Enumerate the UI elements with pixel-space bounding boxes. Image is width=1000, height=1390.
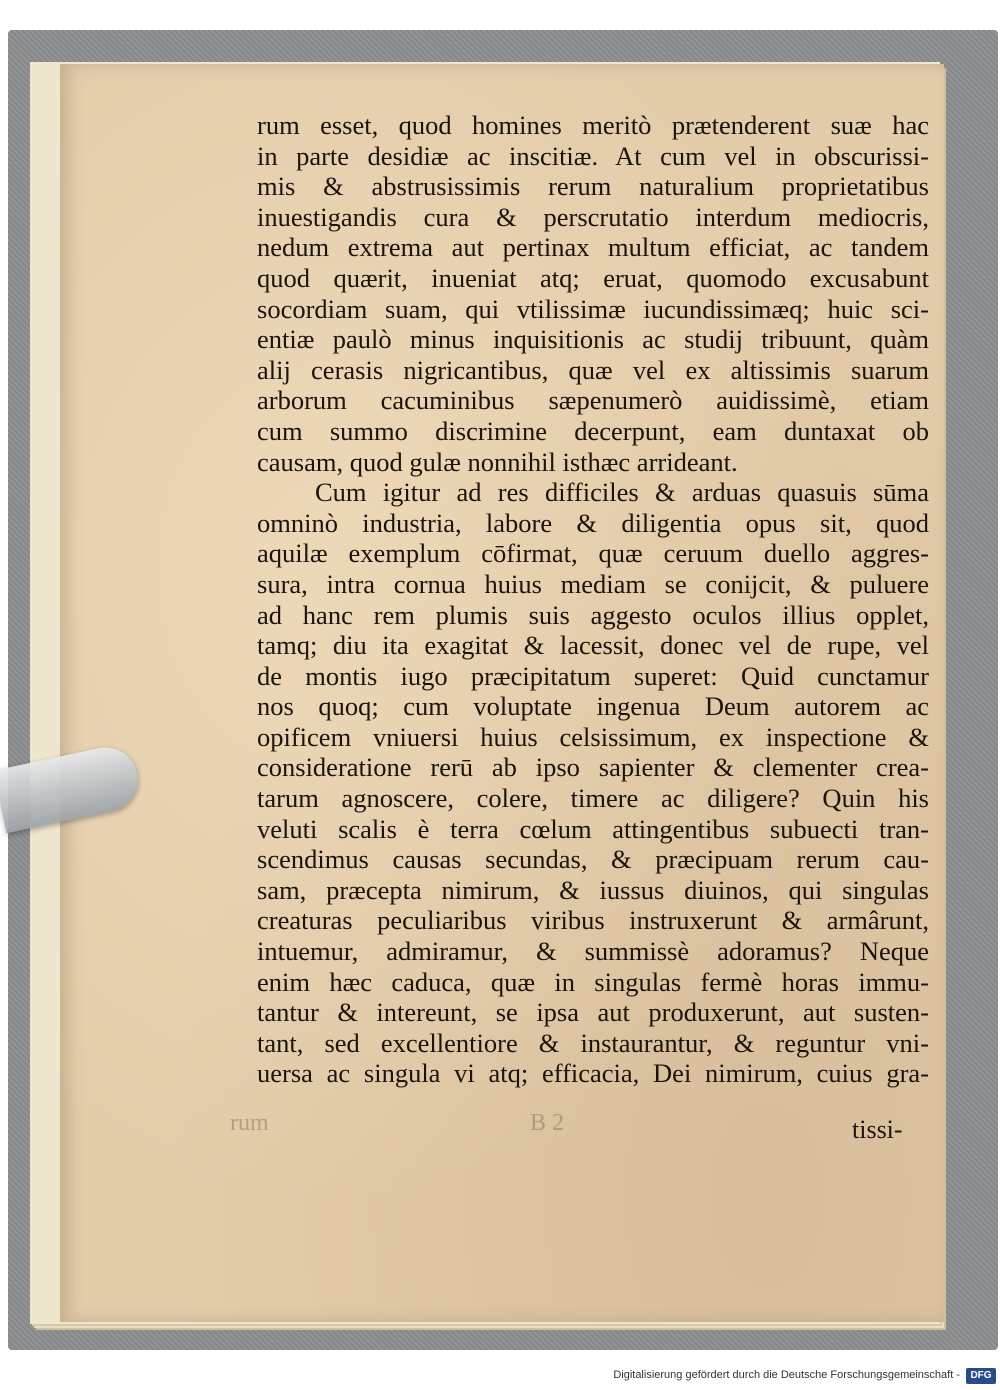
text-line-paragraph-start: Cum igitur ad res difficiles & arduas quasuis sūma — [315, 477, 929, 508]
text-line: tant, sed excellentiore & instaurantur, & reguntur vni- — [257, 1027, 929, 1058]
text-line: uersa ac singula vi atq; efficacia, Dei nimirum, cuius gra- — [257, 1058, 929, 1089]
body-text — [257, 110, 929, 1089]
text-line: in parte desidiæ ac inscitiæ. At cum vel in obscurissi- — [257, 140, 929, 171]
catchword: tissi- — [852, 1115, 903, 1144]
text-line: nos quoq; cum voluptate ingenua Deum autorem ac — [257, 691, 929, 722]
text-line: cum summo discrimine decerpunt, eam duntaxat ob — [257, 415, 929, 446]
text-line: intuemur, admiramur, & summissè adoramus? Neque — [257, 936, 929, 967]
funding-credit: Digitalisierung gefördert durch die Deutsche Forschungsgemeinschaft - — [613, 1369, 960, 1381]
text-line: de montis iugo præcipitatum superet: Quid cunctamur — [257, 660, 929, 691]
text-line: veluti scalis è terra cœlum attingentibus subuecti tran- — [257, 813, 929, 844]
text-line: alij cerasis nigricantibus, quæ vel ex altissimis suarum — [257, 354, 929, 385]
text-line: tarum agnoscere, colere, timere ac diligere? Quin his — [257, 783, 929, 814]
show-through-text-left: rum — [230, 1110, 269, 1136]
text-line: sura, intra cornua huius mediam se conijcit, & puluere — [257, 568, 929, 599]
dfg-logo: DFG — [966, 1368, 996, 1384]
text-line: inuestigandis cura & perscrutatio interdum mediocris, — [257, 201, 929, 232]
text-line: creaturas peculiaribus viribus instruxerunt & armârunt, — [257, 905, 929, 936]
text-line: rum esset, quod homines meritò prætenderent suæ hac — [257, 110, 929, 140]
text-line: socordiam suam, qui vtilissimæ iucundissimæq; huic sci- — [257, 293, 929, 324]
text-line: sam, præcepta nimirum, & iussus diuinos, qui singulas — [257, 874, 929, 905]
text-line: arborum cacuminibus sæpenumerò auidissimè, etiam — [257, 385, 929, 416]
text-line: aquilæ exemplum cōfirmat, quæ ceruum duello aggres- — [257, 538, 929, 569]
footer-bar — [0, 1366, 1000, 1390]
text-line: enim hæc caduca, quæ in singulas fermè horas immu- — [257, 966, 929, 997]
text-line: consideratione rerū ab ipso sapienter & clementer crea- — [257, 752, 929, 783]
text-line: ad hanc rem plumis suis aggesto oculos illius opplet, — [257, 599, 929, 630]
text-line: causam, quod gulæ nonnihil isthæc arrideant. — [257, 446, 738, 477]
text-line: entiæ paulò minus inquisitionis ac studij tribuunt, quàm — [257, 324, 929, 355]
text-line: quod quærit, inueniat atq; eruat, quomodo excusabunt — [257, 262, 929, 293]
text-line: opificem vniuersi huius celsissimum, ex inspectione & — [257, 721, 929, 752]
text-line: mis & abstrusissimis rerum naturalium proprietatibus — [257, 171, 929, 202]
text-line: nedum extrema aut pertinax multum efficiat, ac tandem — [257, 232, 929, 263]
text-line: tantur & intereunt, se ipsa aut produxerunt, aut susten- — [257, 997, 929, 1028]
text-line: scendimus causas secundas, & præcipuam rerum cau- — [257, 844, 929, 875]
text-line: tamq; diu ita exagitat & lacessit, donec vel de rupe, vel — [257, 630, 929, 661]
text-line: omninò industria, labore & diligentia opus sit, quod — [257, 507, 929, 538]
show-through-text-right: B 2 — [530, 1110, 565, 1136]
